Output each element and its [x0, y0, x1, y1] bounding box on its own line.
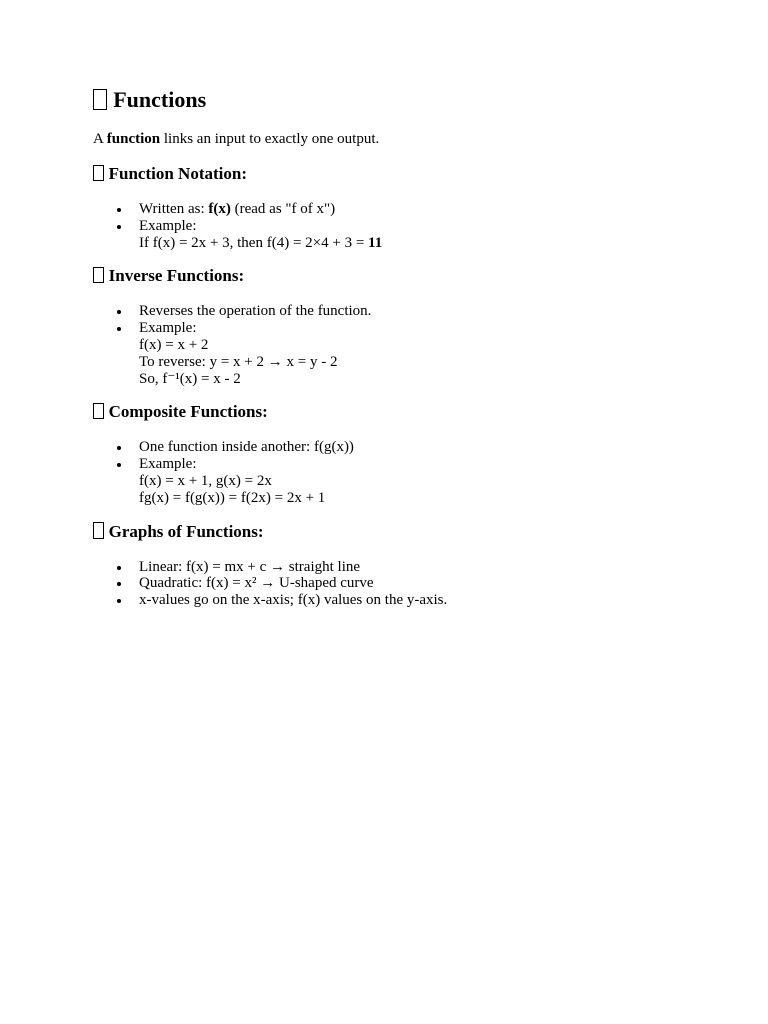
section-heading-graphs [93, 521, 713, 543]
example-label: Example: [139, 456, 197, 473]
example-label: Example: [139, 320, 197, 337]
list-item: One function inside another: f(g(x)) [93, 439, 713, 456]
inverse-list [93, 303, 713, 387]
example-text: If f(x) = 2x + 3, then f(4) = 2×4 + 3 = [139, 234, 369, 251]
page-title [93, 86, 713, 114]
list-item: Reverses the operation of the function. [93, 303, 713, 320]
intro-prefix: A [93, 131, 107, 147]
missing-glyph-icon [93, 403, 104, 419]
example-line: So, f⁻¹(x) = x - 2 [139, 370, 241, 387]
example-line: To reverse: y = x + 2 → x = y - 2 [139, 353, 338, 370]
section-heading-notation [93, 163, 713, 185]
graphs-list [93, 559, 713, 609]
example-result: 11 [368, 234, 383, 251]
list-item-text: Written as: [139, 201, 209, 217]
list-item: Linear: f(x) = mx + c → straight line [93, 559, 713, 576]
page-title-text: Functions [113, 87, 207, 112]
list-item-text: (read as "f of x") [230, 201, 336, 217]
example-label: Example: [139, 217, 197, 234]
list-item-bold: f(x) [208, 201, 231, 217]
example-line: f(x) = x + 2 [139, 336, 209, 353]
example-line [139, 235, 713, 252]
section-heading-text: Function Notation: [108, 164, 247, 183]
list-item [93, 201, 713, 218]
document-page [93, 86, 713, 609]
section-heading-text: Inverse Functions: [108, 266, 245, 286]
intro-suffix: links an input to exactly one output. [160, 131, 380, 147]
list-item [93, 456, 713, 506]
intro-paragraph [93, 129, 713, 149]
missing-glyph-icon [93, 165, 104, 181]
list-item [93, 320, 713, 387]
composite-list [93, 439, 713, 506]
intro-bold-term: function [106, 131, 161, 147]
list-item: x-values go on the x-axis; f(x) values on the y-axis. [93, 592, 713, 609]
section-heading-text: Graphs of Functions: [108, 521, 264, 541]
notation-list [93, 201, 713, 251]
section-heading-inverse [93, 265, 713, 287]
section-heading-composite [93, 401, 713, 423]
list-item [93, 218, 713, 252]
missing-glyph-icon [93, 522, 104, 538]
missing-glyph-icon [93, 267, 104, 283]
example-line: f(x) = x + 1, g(x) = 2x [139, 472, 272, 489]
missing-glyph-icon [93, 89, 107, 110]
example-line: fg(x) = f(g(x)) = f(2x) = 2x + 1 [139, 489, 326, 506]
section-heading-text: Composite Functions: [108, 402, 268, 422]
list-item: Quadratic: f(x) = x² → U-shaped curve [93, 575, 713, 592]
